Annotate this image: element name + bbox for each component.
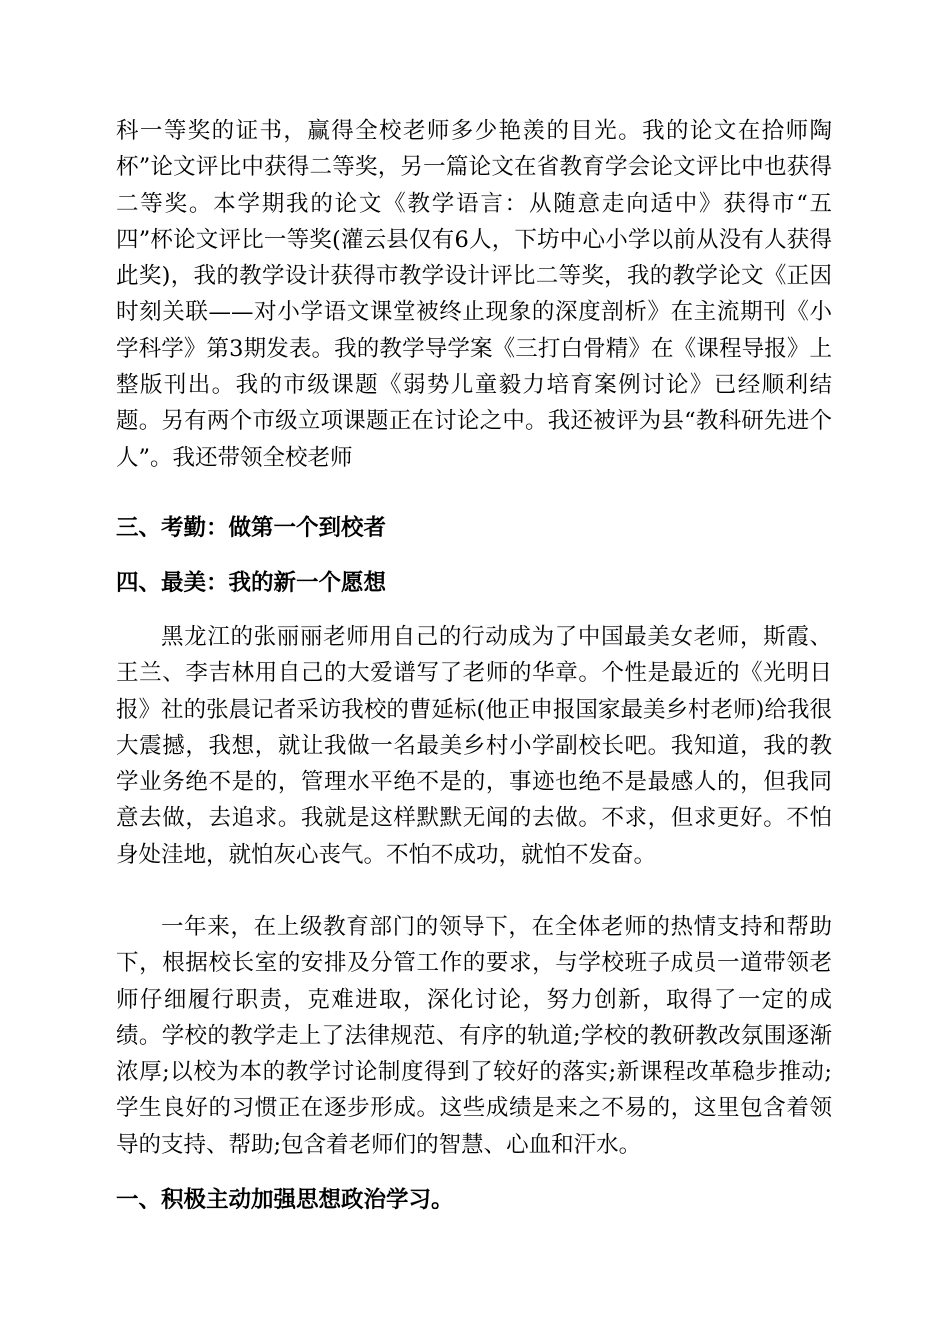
paragraph-best-teacher: 黑龙江的张丽丽老师用自己的行动成为了中国最美女老师，斯霞、王兰、李吉林用自己的大爱谱写了老师的华章。个性是最近的《光明日报》社的张晨记者采访我校的曹延标(他正申报国家最美乡村老师)给我很大震撼，我想，就让我做一名最美乡村小学副校长吧。我知道，我的教学业务绝不是的，管理水平绝不是的，事迹也绝不是最感人的，但我同意去做，去追求。我就是这样默默无闻的去做。不求，但求更好。不怕身处洼地，就怕灰心丧气。不怕不成功，就怕不发奋。 <box>116 624 832 868</box>
section-heading-political-study: 一、积极主动加强思想政治学习。 <box>116 1187 454 1213</box>
paragraph-awards: 科一等奖的证书，赢得全校老师多少艳羡的目光。我的论文在拾师陶杯”论文评比中获得二等奖，另一篇论文在省教育学会论文评比中也获得二等奖。本学期我的论文《教学语言：从随意走向适中》获得市“五四”杯论文评比一等奖(灌云县仅有6人，下坊中心小学以前从没有人获得此奖)，我的教学设计获得市教学设计评比二等奖，我的教学论文《正因时刻关联——对小学语文课堂被终止现象的深度剖析》在主流期刊《小学科学》第3期发表。我的教学导学案《三打白骨精》在《课程导报》上整版刊出。我的市级课题《弱势儿童毅力培育案例讨论》已经顺利结题。另有两个市级立项课题正在讨论之中。我还被评为县“教科研先进个人”。我还带领全校老师 <box>116 118 832 471</box>
section-heading-attendance: 三、考勤：做第一个到校者 <box>116 515 387 541</box>
section-heading-wish: 四、最美：我的新一个愿想 <box>116 570 387 596</box>
paragraph-year-summary: 一年来，在上级教育部门的领导下，在全体老师的热情支持和帮助下，根据校长室的安排及分管工作的要求，与学校班子成员一道带领老师仔细履行职责，克难进取，深化讨论，努力创新，取得了一定的成绩。学校的教学走上了法律规范、有序的轨道;学校的教研教改氛围逐渐浓厚;以校为本的教学讨论制度得到了较好的落实;新课程改革稳步推动;学生良好的习惯正在逐步形成。这些成绩是来之不易的，这里包含着领导的支持、帮助;包含着老师们的智慧、心血和汗水。 <box>116 914 832 1158</box>
